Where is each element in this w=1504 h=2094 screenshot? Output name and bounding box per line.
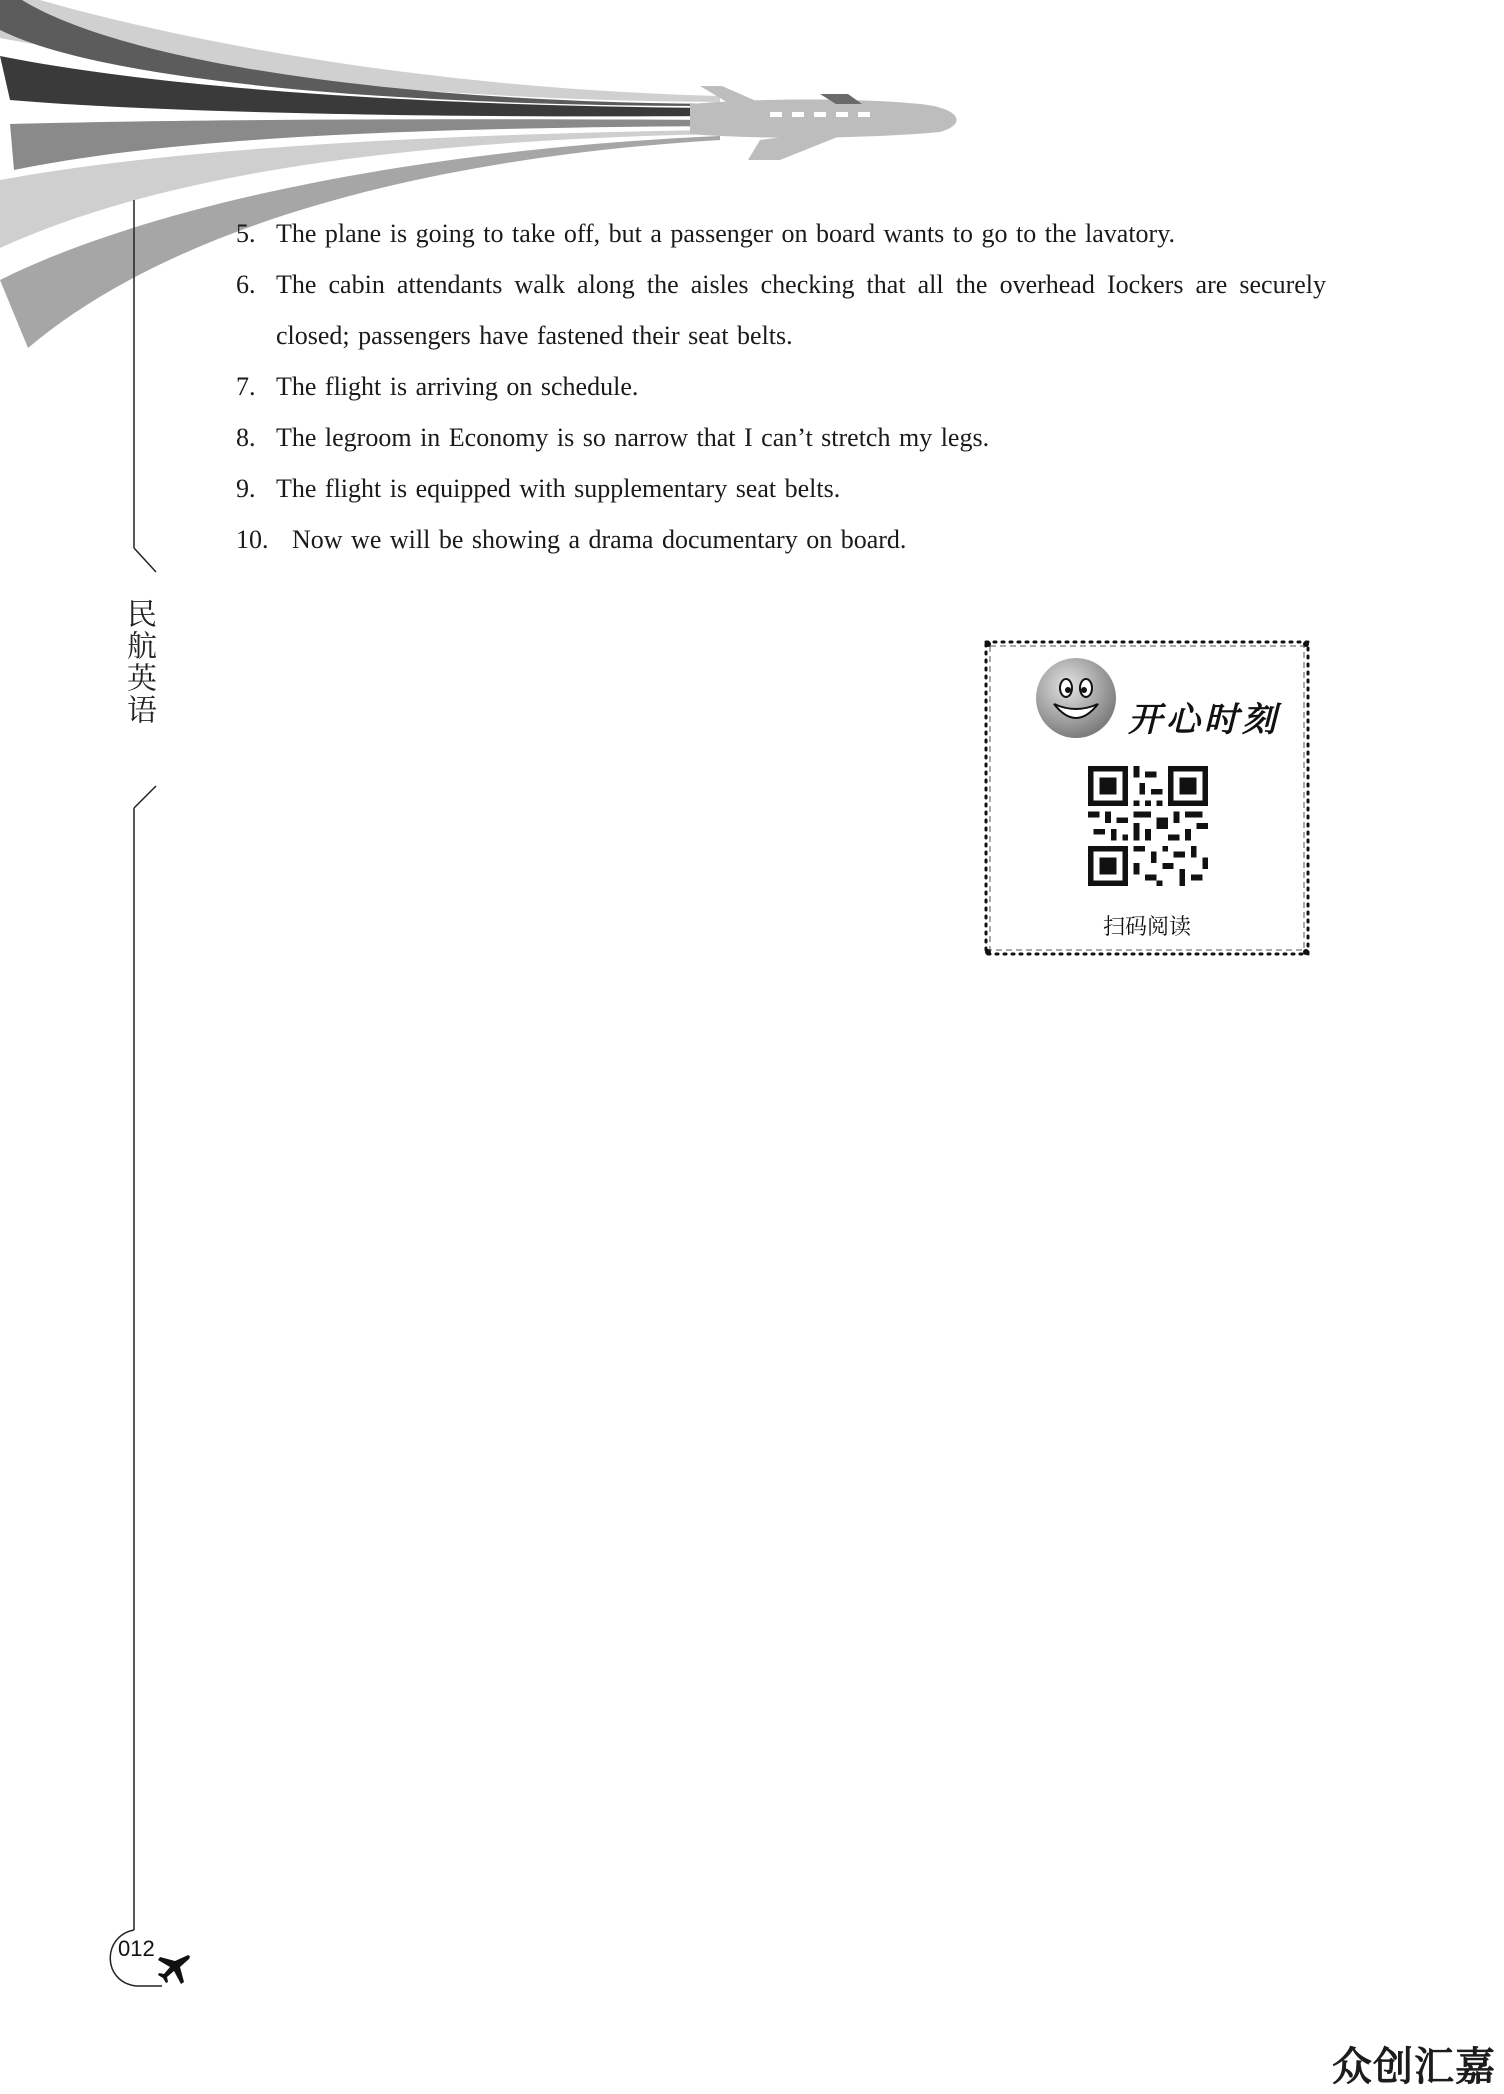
airplane-icon [156, 1952, 192, 1986]
smiley-icon [1034, 656, 1118, 740]
list-item [236, 463, 1326, 514]
item-number: 10. [236, 525, 269, 554]
list-item [236, 208, 1326, 259]
item-text: The flight is arriving on schedule. [276, 372, 639, 401]
item-number: 6. [236, 270, 256, 299]
list-item [236, 514, 1326, 565]
item-number: 8. [236, 423, 256, 452]
brand-watermark: 众创汇嘉 [1332, 2044, 1496, 2090]
list-item [236, 361, 1326, 412]
item-text: The flight is equipped with supplementary seat belts. [276, 474, 841, 503]
page-number: 012 [118, 1936, 155, 1961]
list-item [236, 259, 1326, 361]
item-number: 7. [236, 372, 256, 401]
item-text: The legroom in Economy is so narrow that I can’t stretch my legs. [276, 423, 990, 452]
fun-moment-box [980, 636, 1314, 960]
page-number-badge [102, 1912, 202, 1992]
scan-to-read-label: 扫码阅读 [1102, 915, 1191, 940]
qr-code-icon[interactable] [1088, 766, 1208, 886]
fun-moment-title: 开心时刻 [1128, 700, 1280, 740]
item-number: 9. [236, 474, 256, 503]
exercise-list [236, 208, 1326, 565]
item-text: Now we will be showing a drama documentary on board. [292, 525, 907, 554]
side-title: 民航英语 [121, 598, 156, 726]
item-number: 5. [236, 219, 256, 248]
airplane-icon [690, 86, 957, 160]
item-text: The cabin attendants walk along the aisles checking that all the overhead Iockers are securely closed; passengers have fastened their seat belts. [276, 270, 1326, 350]
item-text: The plane is going to take off, but a passenger on board wants to go to the lavatory. [276, 219, 1176, 248]
list-item [236, 412, 1326, 463]
margin-rule [0, 0, 200, 2094]
